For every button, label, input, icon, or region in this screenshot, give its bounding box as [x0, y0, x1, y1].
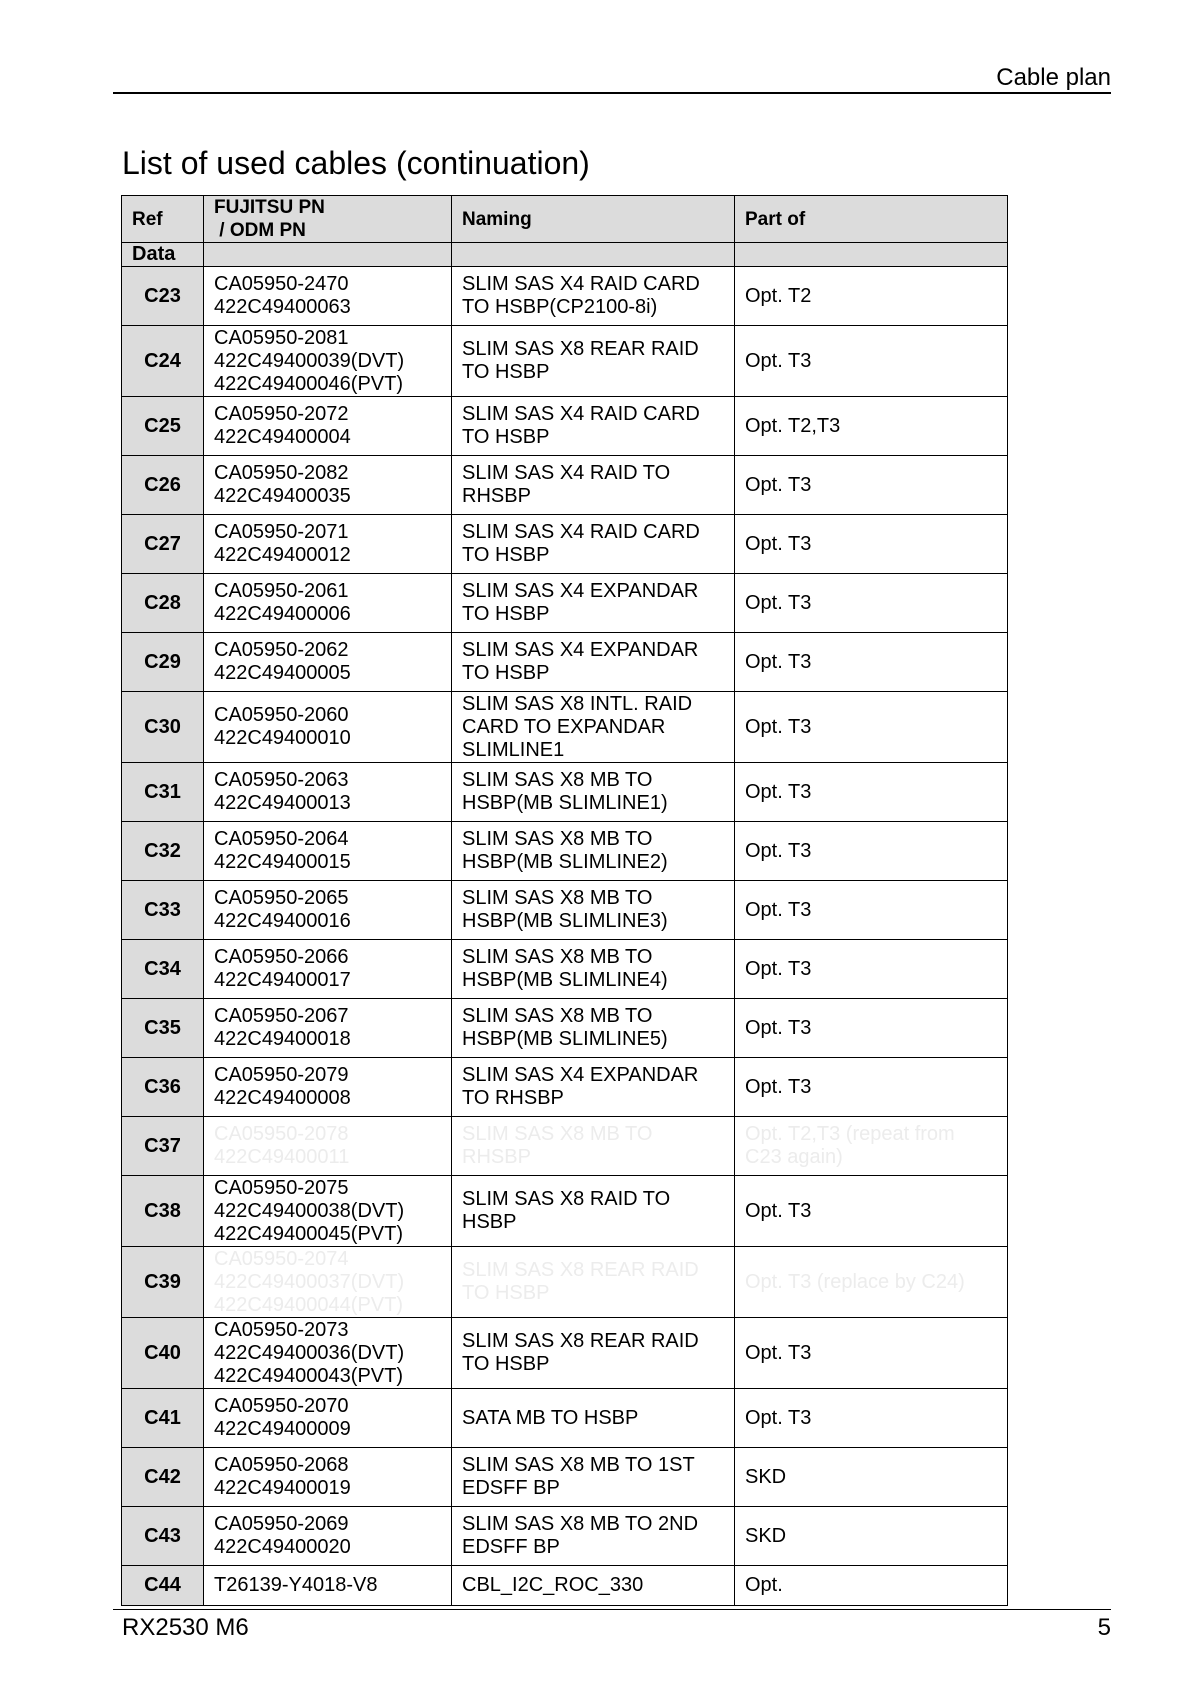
cell-ref: C36: [122, 1058, 204, 1117]
cell-pn-line: 422C49400010: [214, 727, 351, 749]
cell-part-of-line: Opt. T3: [745, 780, 812, 803]
cell-naming-line: CARD TO EXPANDAR: [462, 715, 666, 738]
cell-pn-line: CA05950-2070: [214, 1395, 349, 1417]
cell-naming-line: HSBP(MB SLIMLINE2): [462, 851, 668, 873]
cell-ref: C24: [122, 326, 204, 397]
cell-ref: C28: [122, 574, 204, 633]
cell-pn-line: 422C49400036(DVT): [214, 1341, 405, 1364]
cell-part-of-line: Opt.: [745, 1574, 783, 1596]
table-row: [122, 881, 1008, 940]
cell-part-of: [735, 940, 1008, 999]
cell-part-of: [735, 326, 1008, 397]
cell-pn-line: CA05950-2064: [214, 828, 349, 850]
cell-part-of: [735, 881, 1008, 940]
cell-pn-line: 422C49400006: [214, 603, 351, 625]
table-row: [122, 999, 1008, 1058]
cell-naming-line: RHSBP: [462, 1146, 531, 1168]
cell-naming-line: TO HSBP: [462, 662, 550, 684]
cell-naming-line: TO HSBP: [462, 1353, 550, 1375]
cell-pn-line: 422C49400013: [214, 792, 351, 814]
cell-pn: [204, 633, 452, 692]
cell-part-of-line: Opt. T3: [745, 898, 812, 921]
cell-pn: [204, 692, 452, 763]
cell-pn: [204, 267, 452, 326]
page-number: 5: [1097, 1614, 1111, 1641]
cell-pn: [204, 574, 452, 633]
cell-pn-line: 422C49400005: [214, 662, 351, 684]
cell-part-of-line: Opt. T3: [745, 650, 812, 673]
cell-ref: C44: [122, 1566, 204, 1606]
header-pn-line1: FUJITSU PN: [214, 197, 325, 218]
cell-naming-line: SATA MB TO HSBP: [462, 1406, 639, 1429]
cell-part-of-line: Opt. T3: [745, 349, 812, 372]
cell-pn-line: 422C49400009: [214, 1418, 351, 1440]
cell-pn-line: 422C49400045(PVT): [214, 1222, 404, 1245]
cell-pn-line: CA05950-2071: [214, 521, 349, 543]
subheader-empty: [204, 243, 452, 267]
table-row: [122, 763, 1008, 822]
cell-naming: [452, 456, 735, 515]
cell-ref: C30: [122, 692, 204, 763]
cell-pn-line: CA05950-2072: [214, 403, 349, 425]
table-row: [122, 456, 1008, 515]
cell-pn-line: CA05950-2074: [214, 1247, 349, 1270]
cell-pn: [204, 881, 452, 940]
cell-part-of-line: Opt. T3: [745, 1406, 812, 1429]
cell-part-of: [735, 1566, 1008, 1606]
cell-pn: [204, 397, 452, 456]
cell-part-of: [735, 1507, 1008, 1566]
cell-pn-line: 422C49400015: [214, 851, 351, 873]
cell-part-of-line: SKD: [745, 1465, 787, 1488]
cell-pn: [204, 1389, 452, 1448]
cell-naming: [452, 881, 735, 940]
cell-ref: C26: [122, 456, 204, 515]
cell-part-of: [735, 456, 1008, 515]
cell-pn-line: T26139-Y4018-V8: [214, 1574, 378, 1596]
cell-pn-line: CA05950-2081: [214, 326, 349, 349]
cell-pn-line: CA05950-2073: [214, 1318, 349, 1341]
cell-naming: [452, 267, 735, 326]
cell-naming-line: TO RHSBP: [462, 1087, 564, 1109]
cell-pn: [204, 1176, 452, 1247]
cell-pn-line: 422C49400016: [214, 910, 351, 932]
cell-naming: [452, 1318, 735, 1389]
cell-naming-line: SLIM SAS X8 MB TO: [462, 946, 653, 968]
cell-pn-line: CA05950-2068: [214, 1454, 349, 1476]
cell-part-of: [735, 1318, 1008, 1389]
cell-pn-line: 422C49400038(DVT): [214, 1199, 405, 1222]
table-row: [122, 1507, 1008, 1566]
cell-part-of-line: Opt. T2: [745, 284, 812, 307]
cell-pn-line: CA05950-2082: [214, 462, 349, 484]
cell-ref: C33: [122, 881, 204, 940]
cell-ref: C42: [122, 1448, 204, 1507]
cell-pn-line: 422C49400019: [214, 1477, 351, 1499]
subheader-empty: [452, 243, 735, 267]
table-row: [122, 692, 1008, 763]
cell-part-of-line: Opt. T3: [745, 591, 812, 614]
table-body: [122, 267, 1008, 1606]
cell-naming-line: TO HSBP: [462, 603, 550, 625]
table-row: [122, 1318, 1008, 1389]
cell-naming-line: SLIM SAS X8 MB TO: [462, 828, 653, 850]
cell-ref: C40: [122, 1318, 204, 1389]
table-subheader-row: [122, 243, 1008, 267]
header-part-of: Part of: [735, 196, 1008, 243]
cell-part-of: [735, 633, 1008, 692]
cell-pn: [204, 1117, 452, 1176]
cell-naming-line: SLIM SAS X8 MB TO 1ST: [462, 1454, 695, 1476]
cell-pn: [204, 999, 452, 1058]
header-naming: Naming: [452, 196, 735, 243]
cell-pn-line: 422C49400008: [214, 1087, 351, 1109]
cell-naming-line: SLIM SAS X8 MB TO: [462, 769, 653, 791]
cell-naming-line: EDSFF BP: [462, 1536, 560, 1558]
cell-naming-line: SLIM SAS X4 EXPANDAR: [462, 639, 699, 661]
table-row: [122, 822, 1008, 881]
subheader-empty: [735, 243, 1008, 267]
cell-ref: C41: [122, 1389, 204, 1448]
cell-part-of: [735, 763, 1008, 822]
table-row: [122, 1566, 1008, 1606]
cell-ref: C37: [122, 1117, 204, 1176]
cell-part-of-line: Opt. T3 (replace by C24): [745, 1270, 965, 1293]
cell-pn: [204, 1247, 452, 1318]
cell-part-of-line: Opt. T3: [745, 715, 812, 738]
cell-pn: [204, 1566, 452, 1606]
cell-part-of: [735, 574, 1008, 633]
cell-part-of: [735, 822, 1008, 881]
header-pn: [204, 196, 452, 243]
table-row: [122, 267, 1008, 326]
cell-ref: C27: [122, 515, 204, 574]
cell-part-of: [735, 1448, 1008, 1507]
cell-naming: [452, 1507, 735, 1566]
cell-pn-line: CA05950-2065: [214, 887, 349, 909]
cell-part-of-line: Opt. T2,T3: [745, 414, 841, 437]
cell-part-of: [735, 1176, 1008, 1247]
table-row: [122, 940, 1008, 999]
cell-naming-line: RHSBP: [462, 485, 531, 507]
cell-part-of: [735, 692, 1008, 763]
cell-pn: [204, 1507, 452, 1566]
cell-naming: [452, 515, 735, 574]
cell-naming: [452, 940, 735, 999]
cell-pn-line: 422C49400063: [214, 296, 351, 318]
cell-naming-line: SLIM SAS X8 MB TO: [462, 887, 653, 909]
table-row: [122, 1058, 1008, 1117]
cell-naming-line: HSBP(MB SLIMLINE4): [462, 969, 668, 991]
cell-part-of-line: C23 again): [745, 1146, 843, 1168]
cell-part-of: [735, 267, 1008, 326]
cell-naming-line: SLIM SAS X8 MB TO 2ND: [462, 1513, 699, 1535]
cell-part-of-line: Opt. T3: [745, 1341, 812, 1364]
cell-pn-line: CA05950-2062: [214, 639, 349, 661]
cell-ref: C23: [122, 267, 204, 326]
table-row: [122, 1176, 1008, 1247]
cell-ref: C29: [122, 633, 204, 692]
cable-table: [121, 195, 1008, 1606]
cell-naming-line: HSBP(MB SLIMLINE5): [462, 1028, 668, 1050]
cell-pn-line: CA05950-2079: [214, 1064, 349, 1086]
table-row: [122, 397, 1008, 456]
table-row: [122, 326, 1008, 397]
cell-naming: [452, 397, 735, 456]
cell-naming-line: SLIMLINE1: [462, 738, 565, 761]
cell-naming: [452, 633, 735, 692]
cell-pn: [204, 515, 452, 574]
cell-naming: [452, 1247, 735, 1318]
cell-naming-line: TO HSBP: [462, 544, 550, 566]
cell-part-of-line: Opt. T3: [745, 957, 812, 980]
cell-pn-line: 422C49400035: [214, 485, 351, 507]
header-divider: [113, 92, 1111, 94]
cell-naming-line: EDSFF BP: [462, 1477, 560, 1499]
section-header: Cable plan: [996, 64, 1111, 91]
cell-pn-line: CA05950-2061: [214, 580, 349, 602]
cell-pn-line: 422C49400039(DVT): [214, 349, 405, 372]
cell-pn-line: 422C49400037(DVT): [214, 1270, 405, 1293]
table-header-row: [122, 196, 1008, 243]
cell-pn-line: CA05950-2470: [214, 273, 349, 295]
cell-naming-line: SLIM SAS X4 RAID CARD: [462, 521, 700, 543]
page-title: List of used cables (continuation): [122, 145, 590, 181]
cell-part-of-line: Opt. T2,T3 (repeat from: [745, 1123, 955, 1145]
cell-pn-line: 422C49400020: [214, 1536, 351, 1558]
cell-naming: [452, 1566, 735, 1606]
cell-part-of: [735, 1117, 1008, 1176]
cell-naming-line: HSBP(MB SLIMLINE1): [462, 792, 668, 814]
cell-pn-line: CA05950-2075: [214, 1176, 349, 1199]
cell-part-of: [735, 1058, 1008, 1117]
cell-naming-line: SLIM SAS X4 EXPANDAR: [462, 580, 699, 602]
cell-naming: [452, 1176, 735, 1247]
cell-ref: C25: [122, 397, 204, 456]
cell-pn-line: 422C49400017: [214, 969, 351, 991]
cell-pn: [204, 1448, 452, 1507]
cell-naming-line: SLIM SAS X8 RAID TO: [462, 1188, 671, 1210]
cell-naming-line: SLIM SAS X4 RAID TO: [462, 462, 671, 484]
cell-pn-line: 422C49400004: [214, 426, 351, 448]
cell-naming-line: SLIM SAS X8 MB TO: [462, 1005, 653, 1027]
cell-naming: [452, 999, 735, 1058]
cell-naming-line: SLIM SAS X4 EXPANDAR: [462, 1064, 699, 1086]
table-row: [122, 1117, 1008, 1176]
cell-pn: [204, 940, 452, 999]
cell-naming-line: TO HSBP(CP2100-8i): [462, 296, 658, 318]
subheader-data: Data: [122, 243, 204, 267]
cell-ref: C38: [122, 1176, 204, 1247]
cell-part-of-line: Opt. T3: [745, 532, 812, 555]
header-ref: Ref: [122, 196, 204, 243]
cell-pn: [204, 822, 452, 881]
cell-naming-line: TO HSBP: [462, 1282, 550, 1304]
cell-naming: [452, 1058, 735, 1117]
cell-part-of: [735, 515, 1008, 574]
cell-ref: C35: [122, 999, 204, 1058]
cell-naming-line: SLIM SAS X4 RAID CARD: [462, 273, 700, 295]
cell-naming-line: SLIM SAS X8 REAR RAID: [462, 1259, 699, 1281]
cell-pn-line: 422C49400011: [214, 1146, 350, 1168]
cell-pn-line: CA05950-2060: [214, 704, 349, 726]
cell-naming: [452, 326, 735, 397]
cell-pn-line: 422C49400043(PVT): [214, 1364, 404, 1387]
cell-ref: C31: [122, 763, 204, 822]
cell-part-of: [735, 999, 1008, 1058]
cell-pn-line: CA05950-2063: [214, 769, 349, 791]
cell-pn-line: CA05950-2067: [214, 1005, 349, 1027]
cell-part-of: [735, 397, 1008, 456]
cell-pn-line: CA05950-2066: [214, 946, 349, 968]
cell-part-of-line: Opt. T3: [745, 473, 812, 496]
header-pn-line2: / ODM PN: [214, 220, 306, 241]
cell-pn-line: 422C49400018: [214, 1028, 351, 1050]
cell-pn-line: CA05950-2078: [214, 1123, 349, 1145]
cell-part-of: [735, 1389, 1008, 1448]
cell-ref: C34: [122, 940, 204, 999]
cell-pn: [204, 1058, 452, 1117]
cell-naming-line: TO HSBP: [462, 361, 550, 383]
cell-part-of-line: Opt. T3: [745, 1075, 812, 1098]
cell-naming-line: CBL_I2C_ROC_330: [462, 1574, 644, 1596]
footer-divider: [113, 1609, 1111, 1610]
cell-pn: [204, 326, 452, 397]
cell-pn: [204, 1318, 452, 1389]
cell-part-of: [735, 1247, 1008, 1318]
cell-part-of-line: Opt. T3: [745, 839, 812, 862]
cell-naming: [452, 692, 735, 763]
cell-part-of-line: SKD: [745, 1524, 787, 1547]
cell-pn-line: 422C49400046(PVT): [214, 372, 404, 395]
cell-naming-line: SLIM SAS X8 REAR RAID: [462, 1330, 699, 1352]
cell-ref: C39: [122, 1247, 204, 1318]
cell-part-of-line: Opt. T3: [745, 1016, 812, 1039]
table-row: [122, 1247, 1008, 1318]
table-row: [122, 1448, 1008, 1507]
cell-pn: [204, 763, 452, 822]
cell-naming-line: SLIM SAS X8 REAR RAID: [462, 338, 699, 360]
cell-naming: [452, 574, 735, 633]
cell-part-of-line: Opt. T3: [745, 1199, 812, 1222]
cell-ref: C43: [122, 1507, 204, 1566]
cell-naming-line: HSBP: [462, 1211, 517, 1233]
cell-pn-line: CA05950-2069: [214, 1513, 349, 1535]
cell-naming: [452, 1117, 735, 1176]
table-row: [122, 633, 1008, 692]
cell-naming-line: SLIM SAS X8 MB TO: [462, 1123, 653, 1145]
cell-naming: [452, 1448, 735, 1507]
cell-pn: [204, 456, 452, 515]
table-row: [122, 1389, 1008, 1448]
footer-model: RX2530 M6: [122, 1614, 249, 1641]
table-row: [122, 574, 1008, 633]
cell-pn-line: 422C49400012: [214, 544, 351, 566]
table-row: [122, 515, 1008, 574]
cell-pn-line: 422C49400044(PVT): [214, 1293, 404, 1316]
cell-naming-line: HSBP(MB SLIMLINE3): [462, 910, 668, 932]
cell-naming-line: SLIM SAS X4 RAID CARD: [462, 403, 700, 425]
cell-naming: [452, 1389, 735, 1448]
cell-ref: C32: [122, 822, 204, 881]
cell-naming: [452, 822, 735, 881]
cell-naming-line: TO HSBP: [462, 426, 550, 448]
cell-naming: [452, 763, 735, 822]
cell-naming-line: SLIM SAS X8 INTL. RAID: [462, 692, 693, 715]
